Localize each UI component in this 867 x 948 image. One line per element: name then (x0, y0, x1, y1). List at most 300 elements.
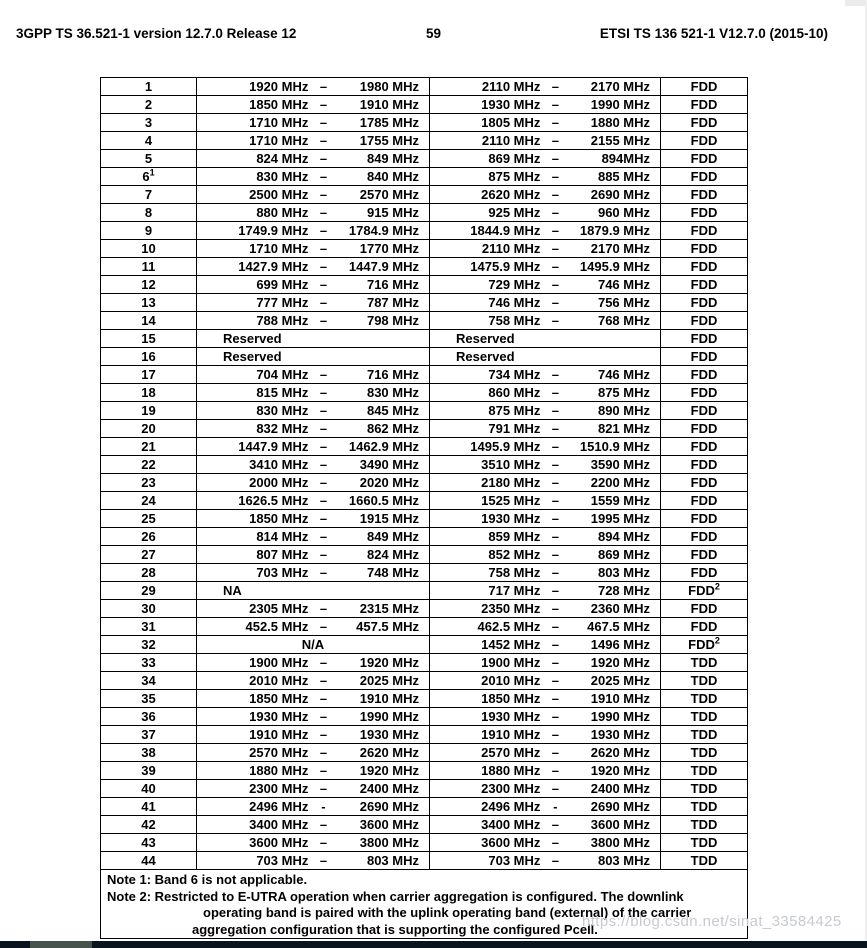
range-dash: – (319, 259, 328, 274)
range-low: 2496 MHz (249, 799, 309, 814)
table-row (101, 366, 747, 384)
range-dash: – (319, 115, 328, 130)
downlink-range-cell (430, 492, 661, 509)
note-2-line-1: Note 2: Restricted to E-UTRA operation when carrier aggregation is configured. The downlink (107, 888, 684, 904)
band-cell: 10 (101, 240, 197, 257)
duplex-mode-cell: TDD (690, 763, 718, 778)
band-cell: 1 (101, 78, 197, 95)
uplink-range-cell (197, 546, 430, 563)
range-high: 1910 MHz (359, 97, 419, 112)
range-low: 734 MHz (488, 367, 541, 382)
range-dash: – (319, 493, 328, 508)
band-cell: 30 (101, 600, 197, 617)
range-dash: – (551, 745, 559, 760)
duplex-mode-cell: FDD (690, 601, 718, 616)
range-dash: – (319, 277, 328, 292)
table-row (101, 546, 747, 564)
range-high: 716 MHz (366, 277, 419, 292)
range-low: 3510 MHz (481, 457, 541, 472)
range-low: 830 MHz (256, 403, 309, 418)
range-high: 1880 MHz (590, 115, 650, 130)
downlink-range-cell (430, 762, 661, 779)
range-low: 1930 MHz (481, 709, 541, 724)
range-dash: – (551, 529, 559, 544)
uplink-range-cell (197, 852, 430, 869)
duplex-mode-cell: FDD (690, 439, 718, 454)
table-row (101, 474, 747, 492)
downlink-range-cell (430, 348, 661, 365)
downlink-range-cell (430, 402, 661, 419)
duplex-mode-cell: FDD (690, 313, 718, 328)
range-high: 1447.9 MHz (348, 259, 419, 274)
range-high: 803 MHz (366, 853, 419, 868)
range-low: 1850 MHz (249, 511, 309, 526)
band-cell: 27 (101, 546, 197, 563)
range-high: 748 MHz (366, 565, 419, 580)
range-dash: – (319, 223, 328, 238)
band-cell: 25 (101, 510, 197, 527)
table-row (101, 276, 747, 294)
downlink-range-cell (430, 582, 661, 599)
range-low: 2570 MHz (481, 745, 541, 760)
downlink-range-cell (430, 672, 661, 689)
range-dash: – (551, 241, 559, 256)
range-dash: – (551, 187, 559, 202)
uplink-range-cell (197, 150, 430, 167)
band-cell: 29 (101, 582, 197, 599)
uplink-range-cell (197, 618, 430, 635)
band-cell: 17 (101, 366, 197, 383)
range-dash: – (551, 295, 559, 310)
range-high: 798 MHz (366, 313, 419, 328)
duplex-mode-cell: FDD (690, 259, 718, 274)
table-row (101, 510, 747, 528)
range-text: NA (223, 583, 242, 598)
range-high: 2025 MHz (359, 673, 419, 688)
range-low: 1710 MHz (249, 133, 309, 148)
range-dash: – (551, 367, 559, 382)
duplex-mode-cell: FDD (690, 169, 718, 184)
band-cell: 16 (101, 348, 197, 365)
range-dash: – (551, 79, 559, 94)
range-dash: – (551, 835, 559, 850)
range-low: 814 MHz (256, 529, 309, 544)
duplex-mode-cell: FDD (690, 349, 718, 364)
band-cell: 33 (101, 654, 197, 671)
downlink-range-cell (430, 114, 661, 131)
duplex-mode-cell: FDD (690, 367, 718, 382)
duplex-mode-cell: FDD (690, 115, 718, 130)
table-row (101, 528, 747, 546)
band-cell: 43 (101, 834, 197, 851)
range-high: 3600 MHz (590, 817, 650, 832)
range-dash: – (319, 385, 328, 400)
range-high: 1559 MHz (590, 493, 650, 508)
uplink-range-cell (197, 132, 430, 149)
range-high: 1995 MHz (590, 511, 650, 526)
range-high: 2360 MHz (590, 601, 650, 616)
duplex-mode-cell: FDD (690, 223, 718, 238)
uplink-range-cell (197, 582, 430, 599)
uplink-range-cell (197, 204, 430, 221)
range-low: 1880 MHz (481, 763, 541, 778)
range-high: 457.5 MHz (356, 619, 419, 634)
range-high: 1990 MHz (590, 709, 650, 724)
range-high: 1496 MHz (590, 637, 650, 652)
table-row (101, 672, 747, 690)
range-low: 2305 MHz (249, 601, 309, 616)
range-dash: – (551, 133, 559, 148)
range-high: 830 MHz (366, 385, 419, 400)
range-dash: – (551, 439, 559, 454)
table-row (101, 132, 747, 150)
downlink-range-cell (430, 618, 661, 635)
downlink-range-cell (430, 510, 661, 527)
duplex-superscript: 2 (714, 581, 720, 592)
band-cell: 31 (101, 618, 197, 635)
range-high: 2170 MHz (590, 79, 650, 94)
band-cell: 36 (101, 708, 197, 725)
note-1: Note 1: Band 6 is not applicable. (107, 872, 308, 887)
uplink-range-cell (197, 258, 430, 275)
note-2-line-3: aggregation configuration that is supporting the configured Pcell. (192, 921, 598, 937)
range-dash: – (319, 529, 328, 544)
range-text: Reserved (223, 331, 282, 346)
band-cell: $6^1$ (101, 168, 197, 185)
band-cell: 21 (101, 438, 197, 455)
uplink-range-cell (197, 834, 430, 851)
range-dash: – (551, 619, 559, 634)
band-cell: 18 (101, 384, 197, 401)
uplink-range-cell (197, 330, 430, 347)
note-2-line-2: operating band is paired with the uplink operating band (external) of the carrier (203, 905, 692, 920)
duplex-mode-cell: TDD (690, 853, 718, 868)
band-cell: 26 (101, 528, 197, 545)
band-cell: 2 (101, 96, 197, 113)
uplink-range-cell (197, 186, 430, 203)
range-low: 3600 MHz (249, 835, 309, 850)
range-dash: – (319, 511, 328, 526)
uplink-range-cell (197, 438, 430, 455)
range-high: 803 MHz (597, 565, 650, 580)
uplink-range-cell (197, 636, 430, 653)
range-high: 2025 MHz (590, 673, 650, 688)
uplink-range-cell (197, 456, 430, 473)
range-low: 704 MHz (256, 367, 309, 382)
range-dash: – (551, 223, 559, 238)
range-dash: – (551, 205, 559, 220)
range-high: 1495.9 MHz (579, 259, 650, 274)
range-high: 803 MHz (597, 853, 650, 868)
table-row (101, 420, 747, 438)
uplink-range-cell (197, 762, 430, 779)
duplex-mode-cell: FDD (690, 295, 718, 310)
range-high: 1920 MHz (590, 763, 650, 778)
range-low: 777 MHz (256, 295, 309, 310)
band-cell: 34 (101, 672, 197, 689)
band-cell: 24 (101, 492, 197, 509)
range-low: 1844.9 MHz (470, 223, 541, 238)
range-dash: – (319, 457, 328, 472)
range-dash: – (551, 637, 559, 652)
table-row (101, 708, 747, 726)
range-low: 1880 MHz (249, 763, 309, 778)
range-dash: – (319, 835, 328, 850)
table-row (101, 114, 747, 132)
table-row (101, 96, 747, 114)
band-cell: 35 (101, 690, 197, 707)
table-row (101, 582, 747, 600)
downlink-range-cell (430, 240, 661, 257)
table-row (101, 834, 747, 852)
uplink-range-cell (197, 816, 430, 833)
range-dash: – (551, 151, 559, 166)
band-cell: 41 (101, 798, 197, 815)
uplink-range-cell (197, 798, 430, 815)
range-high: 756 MHz (597, 295, 650, 310)
uplink-range-cell (197, 474, 430, 491)
range-high: 840 MHz (366, 169, 419, 184)
table-row (101, 744, 747, 762)
band-cell: 40 (101, 780, 197, 797)
downlink-range-cell (430, 636, 661, 653)
uplink-range-cell (197, 510, 430, 527)
range-dash: – (551, 97, 559, 112)
table-row (101, 348, 747, 366)
band-cell: 3 (101, 114, 197, 131)
range-high: 2690 MHz (590, 799, 650, 814)
band-table-body (101, 78, 747, 870)
downlink-range-cell (430, 564, 661, 581)
range-text: N/A (301, 637, 325, 652)
range-low: 824 MHz (256, 151, 309, 166)
range-dash: – (319, 439, 328, 454)
range-low: 791 MHz (488, 421, 541, 436)
range-dash: – (319, 853, 328, 868)
uplink-range-cell (197, 672, 430, 689)
range-low: 3600 MHz (481, 835, 541, 850)
range-high: 1510.9 MHz (579, 439, 650, 454)
range-low: 1626.5 MHz (238, 493, 309, 508)
range-dash: – (319, 727, 328, 742)
downlink-range-cell (430, 150, 661, 167)
range-high: 1980 MHz (359, 79, 419, 94)
downlink-range-cell (430, 330, 661, 347)
range-low: 2300 MHz (249, 781, 309, 796)
range-high: 821 MHz (597, 421, 650, 436)
range-high: 2155 MHz (590, 133, 650, 148)
band-table (100, 77, 748, 939)
range-dash: – (319, 763, 328, 778)
table-row (101, 258, 747, 276)
range-low: 1910 MHz (481, 727, 541, 742)
table-row (101, 690, 747, 708)
range-dash: – (551, 583, 559, 598)
downlink-range-cell (430, 294, 661, 311)
range-dash: – (551, 493, 559, 508)
range-low: 860 MHz (488, 385, 541, 400)
range-low: 2110 MHz (481, 241, 541, 256)
downlink-range-cell (430, 600, 661, 617)
range-high: 2400 MHz (590, 781, 650, 796)
duplex-mode-cell: TDD (690, 727, 718, 742)
range-high: 2690 MHz (590, 187, 650, 202)
range-low: 1930 MHz (249, 709, 309, 724)
duplex-mode-cell: FDD (690, 421, 718, 436)
table-row (101, 150, 747, 168)
table-row (101, 402, 747, 420)
range-low: 2350 MHz (481, 601, 541, 616)
range-dash: – (319, 97, 328, 112)
uplink-range-cell (197, 168, 430, 185)
range-low: 729 MHz (488, 277, 541, 292)
range-low: 830 MHz (256, 169, 309, 184)
uplink-range-cell (197, 654, 430, 671)
range-low: 1850 MHz (481, 691, 541, 706)
range-high: 1660.5 MHz (348, 493, 419, 508)
range-high: 768 MHz (597, 313, 650, 328)
duplex-mode-cell: FDD (690, 511, 718, 526)
band-cell: 42 (101, 816, 197, 833)
range-low: 1525 MHz (481, 493, 541, 508)
table-row (101, 168, 747, 186)
range-high: 1990 MHz (359, 709, 419, 724)
range-low: 2110 MHz (481, 133, 541, 148)
band-cell: 39 (101, 762, 197, 779)
range-dash: – (551, 691, 559, 706)
range-dash: – (551, 385, 559, 400)
range-low: 1805 MHz (481, 115, 541, 130)
duplex-mode-cell: FDD (690, 241, 718, 256)
range-high: 845 MHz (366, 403, 419, 418)
band-cell: 14 (101, 312, 197, 329)
range-dash: – (319, 367, 328, 382)
table-row (101, 816, 747, 834)
range-dash: – (319, 655, 328, 670)
range-high: 824 MHz (366, 547, 419, 562)
duplex-mode-cell: FDD (690, 547, 718, 562)
table-row (101, 564, 747, 582)
range-dash: – (319, 709, 328, 724)
range-high: 2690 MHz (359, 799, 419, 814)
duplex-mode-cell: FDD (690, 133, 718, 148)
range-text: Reserved (223, 349, 282, 364)
table-row (101, 492, 747, 510)
table-row (101, 456, 747, 474)
range-low: 1850 MHz (249, 691, 309, 706)
range-low: 2000 MHz (249, 475, 309, 490)
table-row (101, 600, 747, 618)
downlink-range-cell (430, 222, 661, 239)
range-low: 1475.9 MHz (470, 259, 541, 274)
range-low: 699 MHz (256, 277, 309, 292)
range-low: 880 MHz (256, 205, 309, 220)
duplex-mode-cell: TDD (690, 745, 718, 760)
range-low: 2010 MHz (249, 673, 309, 688)
downlink-range-cell (430, 816, 661, 833)
range-dash: – (319, 313, 328, 328)
range-dash: – (319, 133, 328, 148)
range-low: 1910 MHz (249, 727, 309, 742)
uplink-range-cell (197, 366, 430, 383)
range-high: 849 MHz (366, 529, 419, 544)
range-low: 875 MHz (488, 403, 541, 418)
range-low: 703 MHz (256, 853, 309, 868)
duplex-mode-cell: TDD (690, 835, 718, 850)
range-dash: – (551, 277, 559, 292)
range-high: 2170 MHz (590, 241, 650, 256)
duplex-mode-cell: FDD (690, 529, 718, 544)
duplex-mode-cell: FDD (690, 385, 718, 400)
range-low: 1920 MHz (249, 79, 309, 94)
range-dash: - (321, 799, 326, 814)
range-high: 1920 MHz (359, 655, 419, 670)
range-low: 703 MHz (256, 565, 309, 580)
downlink-range-cell (430, 384, 661, 401)
range-high: 3600 MHz (359, 817, 419, 832)
range-low: 925 MHz (488, 205, 541, 220)
uplink-range-cell (197, 492, 430, 509)
table-row (101, 798, 747, 816)
range-dash: – (551, 403, 559, 418)
range-high: 3490 MHz (359, 457, 419, 472)
uplink-range-cell (197, 114, 430, 131)
range-high: 3800 MHz (359, 835, 419, 850)
range-dash: – (319, 475, 328, 490)
table-row (101, 384, 747, 402)
band-cell: 12 (101, 276, 197, 293)
range-low: 1749.9 MHz (238, 223, 309, 238)
duplex-mode-cell: TDD (690, 673, 718, 688)
table-row (101, 330, 747, 348)
range-dash: – (319, 241, 328, 256)
downlink-range-cell (430, 168, 661, 185)
table-row (101, 294, 747, 312)
duplex-mode-cell: TDD (690, 655, 718, 670)
range-low: 859 MHz (488, 529, 541, 544)
range-high: 2620 MHz (590, 745, 650, 760)
range-dash: – (319, 745, 328, 760)
range-high: 960 MHz (597, 205, 650, 220)
range-high: 894MHz (601, 151, 650, 166)
table-row (101, 618, 747, 636)
range-low: 1710 MHz (249, 241, 309, 256)
range-dash: – (551, 655, 559, 670)
range-text: Reserved (456, 349, 515, 364)
duplex-mode-cell: TDD (690, 781, 718, 796)
downlink-range-cell (430, 780, 661, 797)
uplink-range-cell (197, 690, 430, 707)
range-high: 875 MHz (597, 385, 650, 400)
range-high: 1879.9 MHz (579, 223, 650, 238)
page-header (0, 26, 867, 44)
range-low: 2570 MHz (249, 745, 309, 760)
range-dash: – (551, 115, 559, 130)
band-cell: 22 (101, 456, 197, 473)
top-right-strip (845, 0, 867, 6)
range-low: 2620 MHz (481, 187, 541, 202)
range-low: 758 MHz (488, 313, 541, 328)
uplink-range-cell (197, 384, 430, 401)
duplex-mode-cell: FDD (690, 79, 718, 94)
range-dash: – (319, 673, 328, 688)
range-low: 452.5 MHz (245, 619, 309, 634)
range-low: 832 MHz (256, 421, 309, 436)
range-high: 2200 MHz (590, 475, 650, 490)
range-dash: – (551, 457, 559, 472)
uplink-range-cell (197, 726, 430, 743)
range-high: 1784.9 MHz (348, 223, 419, 238)
